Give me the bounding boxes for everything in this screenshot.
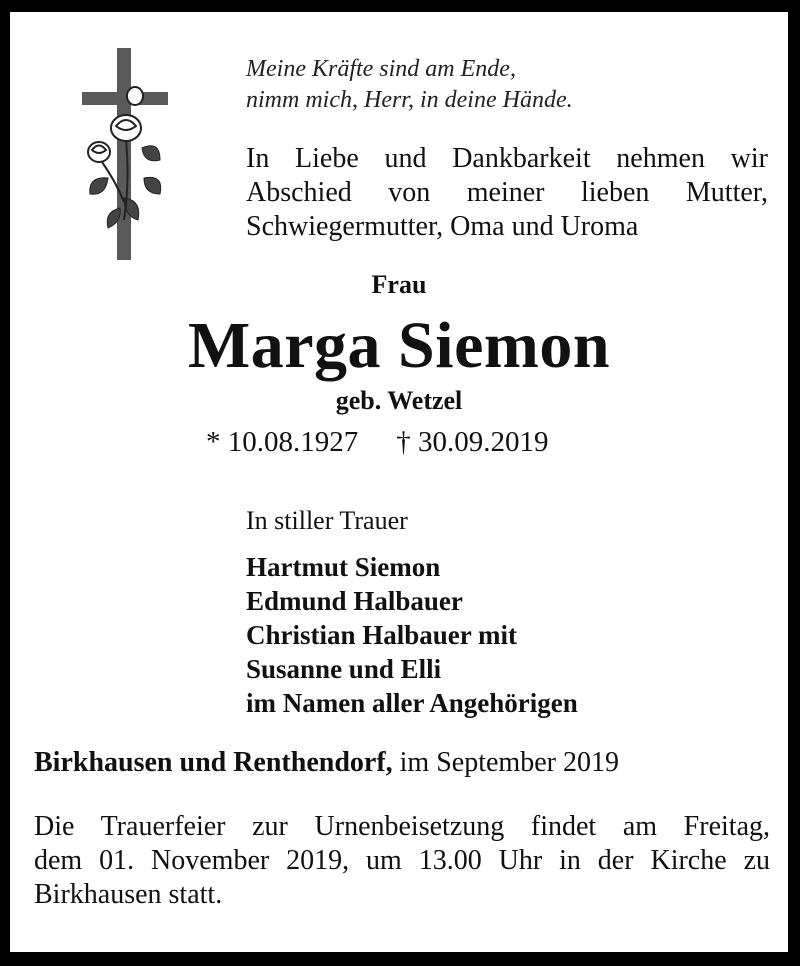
mourner-name: Hartmut Siemon xyxy=(246,552,441,582)
deceased-name: Marga Siemon xyxy=(187,309,611,382)
mourner-name: Susanne und Elli xyxy=(246,654,442,684)
death-date: † 30.09.2019 xyxy=(396,426,549,458)
verse xyxy=(246,54,573,116)
notice-line: Die Trauerfeier zur Urnenbeisetzung findet am Freitag, xyxy=(34,811,770,842)
month-year: im September 2019 xyxy=(399,747,619,778)
mourner-name: Edmund Halbauer xyxy=(246,586,463,616)
maiden-name: geb. Wetzel xyxy=(335,386,463,415)
place-and-date xyxy=(34,747,619,779)
birth-date: * 10.08.1927 xyxy=(206,426,359,458)
intro-line: Abschied von meiner lieben Mutter, xyxy=(246,177,768,208)
verse-line: nimm mich, Herr, in deine Hände. xyxy=(246,87,573,113)
salutation: Frau xyxy=(371,270,427,299)
mourning-heading: In stiller Trauer xyxy=(246,506,408,535)
notice-line: dem 01. November 2019, um 13.00 Uhr in der Kirche zu xyxy=(34,845,770,876)
intro-line: Schwiegermutter, Oma und Uroma xyxy=(246,211,639,242)
verse-line: Meine Kräfte sind am Ende, xyxy=(246,56,516,82)
cross-with-roses-icon xyxy=(80,48,170,260)
funeral-notice xyxy=(34,810,770,912)
mourners-list xyxy=(246,550,578,720)
notice-line: Birkhausen statt. xyxy=(34,879,223,910)
mourner-name: im Namen aller Angehörigen xyxy=(246,688,578,718)
intro-line: In Liebe und Dankbarkeit nehmen wir xyxy=(246,143,768,174)
mourner-name: Christian Halbauer mit xyxy=(246,620,518,650)
intro-text xyxy=(246,142,768,244)
obituary-card xyxy=(10,12,788,952)
life-dates xyxy=(206,426,549,459)
places: Birkhausen und Renthendorf, xyxy=(34,747,393,778)
